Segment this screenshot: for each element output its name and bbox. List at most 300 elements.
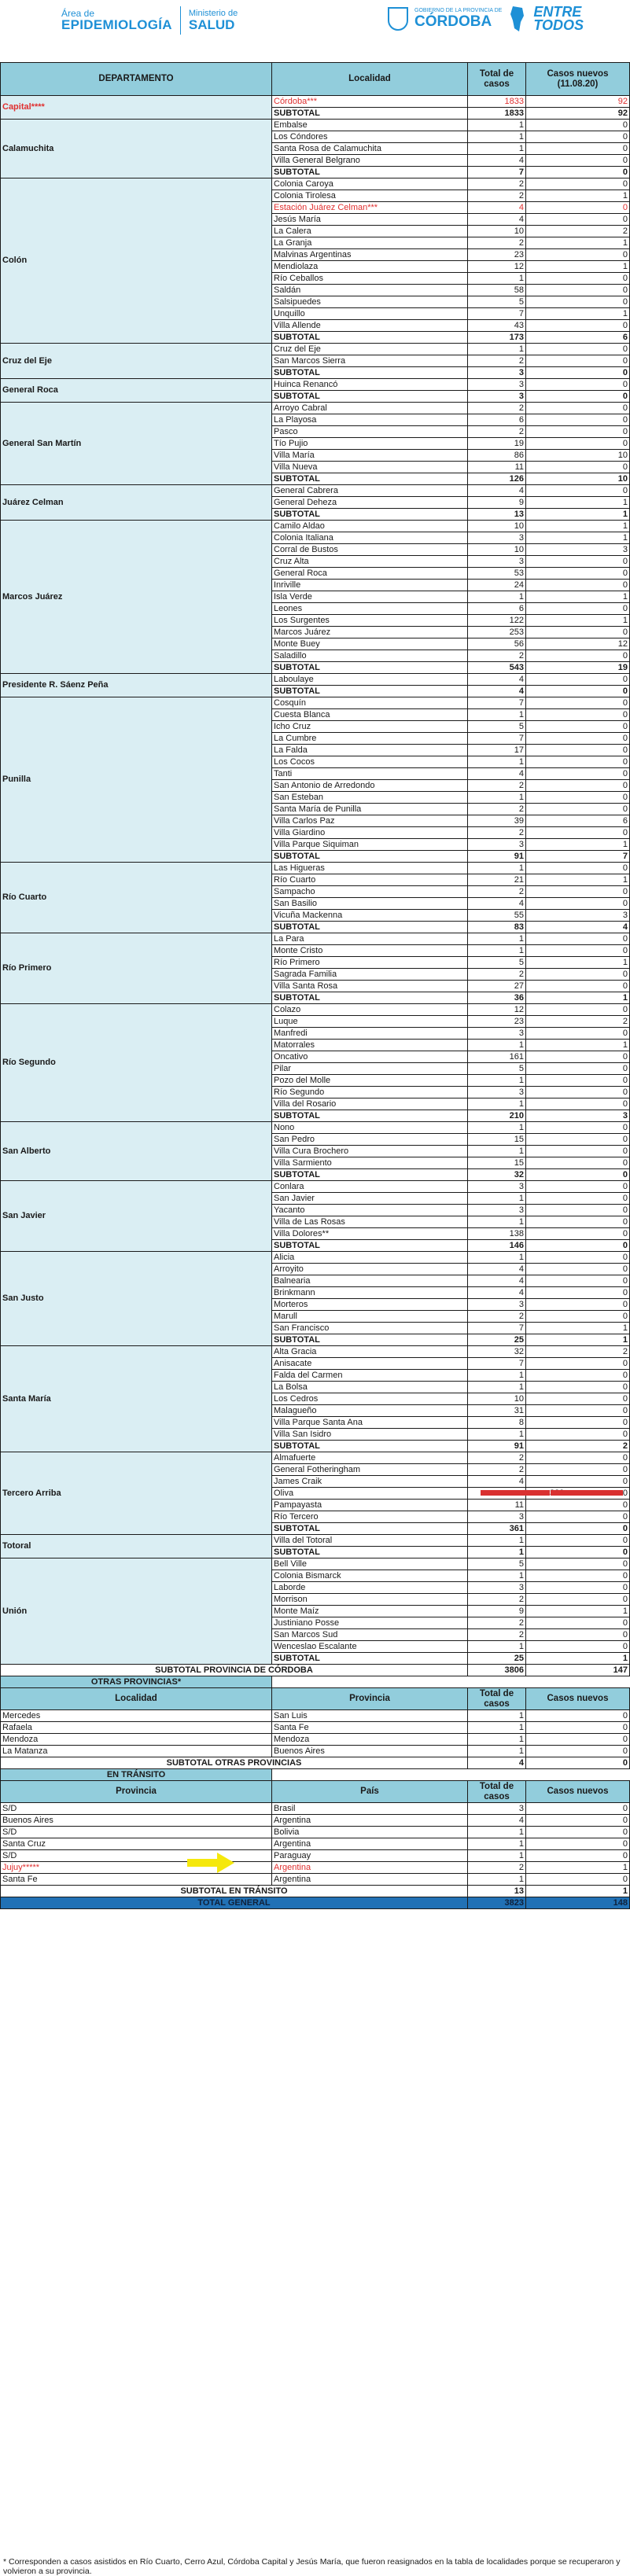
row-place: Mendoza [1, 1734, 272, 1746]
locality-name: Falda del Carmen [272, 1370, 468, 1382]
department-name: General Roca [1, 379, 272, 403]
new-cases: 0 [526, 1358, 630, 1370]
total-cases: 43 [468, 320, 526, 332]
new-cases: 0 [526, 1181, 630, 1193]
subtotal-new: 0 [526, 1169, 630, 1181]
new-cases: 0 [526, 1122, 630, 1134]
locality-name: Sagrada Familia [272, 969, 468, 981]
new-cases: 3 [526, 910, 630, 922]
row-place: S/D [1, 1827, 272, 1838]
locality-name: Las Higueras [272, 863, 468, 874]
locality-name: Embalse [272, 120, 468, 131]
total-cases: 1 [468, 1040, 526, 1051]
department-name: Unión [1, 1558, 272, 1665]
locality-name: San Antonio de Arredondo [272, 780, 468, 792]
section-subtotal-row [1, 1886, 630, 1897]
total-cases: 1 [468, 1370, 526, 1382]
total-cases: 1 [468, 792, 526, 804]
total-cases: 19 [468, 438, 526, 450]
total-cases: 56 [468, 638, 526, 650]
new-cases: 0 [526, 650, 630, 662]
locality-name: Laborde [272, 1582, 468, 1594]
total-cases: 3 [468, 1028, 526, 1040]
total-cases: 2 [468, 1629, 526, 1641]
subtotal-new: 1 [526, 1334, 630, 1346]
subtotal-new: 0 [526, 686, 630, 697]
row-total: 4 [468, 1815, 526, 1827]
locality-name: Río Ceballos [272, 273, 468, 285]
new-cases: 2 [526, 1346, 630, 1358]
cases-table [0, 62, 630, 1909]
total-cases: 1 [468, 591, 526, 603]
locality-name: Isla Verde [272, 591, 468, 603]
col-header-total: Total de casos [468, 63, 526, 96]
total-cases: 161 [468, 1051, 526, 1063]
new-cases: 0 [526, 426, 630, 438]
new-cases: 0 [526, 403, 630, 414]
department-name: Río Segundo [1, 1004, 272, 1122]
province-map-icon [508, 5, 527, 33]
total-cases: 3 [468, 556, 526, 568]
row-total: 1 [468, 1734, 526, 1746]
section-subtotal-label: SUBTOTAL EN TRÁNSITO [1, 1886, 468, 1897]
new-cases: 1 [526, 1606, 630, 1617]
row-region: Buenos Aires [272, 1746, 468, 1757]
total-cases: 2 [468, 804, 526, 815]
total-cases: 2 [468, 190, 526, 202]
new-cases: 0 [526, 155, 630, 167]
table-row [1, 697, 630, 709]
new-cases: 0 [526, 1146, 630, 1157]
table-row [1, 1252, 630, 1264]
new-cases: 0 [526, 1464, 630, 1476]
highlight-arrow-icon [187, 1853, 234, 1873]
total-cases: 5 [468, 721, 526, 733]
locality-name: Jesús María [272, 214, 468, 226]
new-cases: 0 [526, 1252, 630, 1264]
subtotal-new: 3 [526, 1110, 630, 1122]
locality-name: La Playosa [272, 414, 468, 426]
table-row [1, 403, 630, 414]
total-cases: 122 [468, 615, 526, 627]
locality-name: Los Surgentes [272, 615, 468, 627]
locality-name: James Craik [272, 1476, 468, 1488]
section-col-2: Provincia [272, 1688, 468, 1710]
locality-name: San Esteban [272, 792, 468, 804]
total-cases: 4 [468, 202, 526, 214]
locality-name: General Roca [272, 568, 468, 580]
total-row [1, 1897, 630, 1909]
locality-name: Justiniano Posse [272, 1617, 468, 1629]
locality-name: Conlara [272, 1181, 468, 1193]
redaction-bar [481, 1490, 550, 1496]
locality-name: Balnearia [272, 1275, 468, 1287]
total-cases: 9 [468, 497, 526, 509]
new-cases: 1 [526, 308, 630, 320]
subtotal-total: 36 [468, 992, 526, 1004]
total-cases: 1 [468, 273, 526, 285]
locality-name: Huinca Renancó [272, 379, 468, 391]
total-cases: 5 [468, 957, 526, 969]
total-cases: 3 [468, 1087, 526, 1098]
subtotal-label: SUBTOTAL [272, 1523, 468, 1535]
page-header [0, 0, 629, 55]
new-cases: 0 [526, 1264, 630, 1275]
row-region: Bolivia [272, 1827, 468, 1838]
total-cases: 1 [468, 1641, 526, 1653]
new-cases: 0 [526, 379, 630, 391]
table-header-row [1, 63, 630, 96]
department-name: Punilla [1, 697, 272, 863]
total-cases: 1 [468, 1146, 526, 1157]
total-cases: 1 [468, 120, 526, 131]
locality-name: Cruz Alta [272, 556, 468, 568]
subtotal-label: SUBTOTAL [272, 992, 468, 1004]
subtotal-label: SUBTOTAL [272, 391, 468, 403]
row-new: 0 [526, 1734, 630, 1746]
locality-name: Almafuerte [272, 1452, 468, 1464]
total-cases: 1 [468, 933, 526, 945]
row-place: Rafaela [1, 1722, 272, 1734]
locality-name: La Cumbre [272, 733, 468, 745]
locality-name: Santa Rosa de Calamuchita [272, 143, 468, 155]
row-region: Argentina [272, 1874, 468, 1886]
ministry-logo [189, 9, 238, 32]
locality-name: Villa Santa Rosa [272, 981, 468, 992]
subtotal-total: 13 [468, 509, 526, 521]
new-cases: 1 [526, 261, 630, 273]
new-cases: 0 [526, 1594, 630, 1606]
new-cases: 0 [526, 1558, 630, 1570]
table-row [1, 1874, 630, 1886]
new-cases: 0 [526, 981, 630, 992]
row-new: 0 [526, 1827, 630, 1838]
total-cases: 1 [468, 1193, 526, 1205]
new-cases: 0 [526, 709, 630, 721]
total-cases: 3 [468, 1181, 526, 1193]
locality-name: La Calera [272, 226, 468, 237]
total-cases: 12 [468, 1004, 526, 1016]
new-cases: 10 [526, 450, 630, 462]
locality-name: Marull [272, 1311, 468, 1323]
total-cases: 3 [468, 532, 526, 544]
locality-name: Villa del Rosario [272, 1098, 468, 1110]
new-cases: 0 [526, 285, 630, 296]
total-cases: 4 [468, 214, 526, 226]
table-row [1, 1722, 630, 1734]
section-title-row [1, 1676, 630, 1688]
department-name: Calamuchita [1, 120, 272, 178]
new-cases: 0 [526, 1500, 630, 1511]
new-cases: 0 [526, 1087, 630, 1098]
subtotal-total: 210 [468, 1110, 526, 1122]
total-cases: 1 [468, 863, 526, 874]
new-cases: 0 [526, 603, 630, 615]
total-cases: 1 [468, 1429, 526, 1441]
subtotal-total: 91 [468, 851, 526, 863]
new-cases: 1 [526, 521, 630, 532]
new-cases: 0 [526, 1641, 630, 1653]
locality-name: Córdoba*** [272, 96, 468, 108]
new-cases: 0 [526, 1004, 630, 1016]
table-row [1, 1803, 630, 1815]
locality-name: Villa Cura Brochero [272, 1146, 468, 1157]
col-header-new: Casos nuevos (11.08.20) [526, 63, 630, 96]
new-cases: 0 [526, 214, 630, 226]
row-place: S/D [1, 1803, 272, 1815]
total-cases: 4 [468, 1476, 526, 1488]
total-cases: 27 [468, 981, 526, 992]
locality-name: Cruz del Eje [272, 344, 468, 355]
total-cases: 2 [468, 1452, 526, 1464]
locality-name: Colonia Caroya [272, 178, 468, 190]
total-cases: 4 [468, 1275, 526, 1287]
et-line1: ENTRE [533, 4, 582, 20]
redaction-bar [551, 1490, 623, 1496]
row-total: 1 [468, 1874, 526, 1886]
department-name: Cruz del Eje [1, 344, 272, 379]
new-cases: 0 [526, 1275, 630, 1287]
row-region: Argentina [272, 1862, 468, 1874]
min-main: SALUD [188, 17, 235, 32]
locality-name: Villa Sarmiento [272, 1157, 468, 1169]
subtotal-new: 1 [526, 1653, 630, 1665]
total-cases: 10 [468, 226, 526, 237]
department-name: Tercero Arriba [1, 1452, 272, 1535]
locality-name: Estación Juárez Celman*** [272, 202, 468, 214]
total-cases: 7 [468, 1323, 526, 1334]
new-cases: 0 [526, 249, 630, 261]
row-new: 0 [526, 1746, 630, 1757]
new-cases: 0 [526, 721, 630, 733]
total-cases: 24 [468, 580, 526, 591]
total-cases-value: 3823 [468, 1897, 526, 1909]
new-cases: 0 [526, 780, 630, 792]
subtotal-total: 4 [468, 686, 526, 697]
total-cases: 4 [468, 1264, 526, 1275]
ministry-logos [61, 6, 238, 35]
new-cases: 0 [526, 768, 630, 780]
subtotal-new: 6 [526, 332, 630, 344]
row-place: Jujuy***** [1, 1862, 272, 1874]
subtotal-label: SUBTOTAL [272, 1169, 468, 1181]
subtotal-label: SUBTOTAL [272, 1547, 468, 1558]
locality-name: Luque [272, 1016, 468, 1028]
total-cases: 2 [468, 237, 526, 249]
subtotal-total: 146 [468, 1240, 526, 1252]
subtotal-label: SUBTOTAL [272, 662, 468, 674]
section-col-new: Casos nuevos [526, 1688, 630, 1710]
total-cases: 2 [468, 650, 526, 662]
entre-todos-logo [533, 6, 584, 32]
new-cases: 0 [526, 1429, 630, 1441]
subtotal-new: 92 [526, 108, 630, 120]
subtotal-province-row [1, 1665, 630, 1676]
locality-name: Oliva [272, 1488, 468, 1500]
table-row [1, 1181, 630, 1193]
government-logos [388, 5, 584, 33]
new-cases: 6 [526, 815, 630, 827]
locality-name: Vicuña Mackenna [272, 910, 468, 922]
total-cases: 4 [468, 485, 526, 497]
new-cases: 0 [526, 1075, 630, 1087]
department-name: Capital**** [1, 96, 272, 120]
total-cases: 4 [468, 768, 526, 780]
table-row [1, 1746, 630, 1757]
new-cases: 0 [526, 202, 630, 214]
total-cases: 1 [468, 709, 526, 721]
total-cases: 1833 [468, 96, 526, 108]
table-row [1, 1827, 630, 1838]
row-new: 0 [526, 1722, 630, 1734]
subtotal-label: SUBTOTAL [272, 473, 468, 485]
row-new: 1 [526, 1862, 630, 1874]
subtotal-new: 0 [526, 167, 630, 178]
subtotal-total: 126 [468, 473, 526, 485]
min-top: Ministerio de [188, 9, 238, 18]
new-cases: 0 [526, 414, 630, 426]
total-cases: 2 [468, 827, 526, 839]
department-name: Presidente R. Sáenz Peña [1, 674, 272, 697]
new-cases: 0 [526, 1617, 630, 1629]
new-cases: 1 [526, 874, 630, 886]
row-new: 0 [526, 1838, 630, 1850]
total-cases: 2 [468, 886, 526, 898]
row-place: Santa Cruz [1, 1838, 272, 1850]
locality-name: Nono [272, 1122, 468, 1134]
new-cases: 0 [526, 462, 630, 473]
total-cases: 8 [468, 1417, 526, 1429]
locality-name: San Pedro [272, 1134, 468, 1146]
locality-name: La Granja [272, 237, 468, 249]
locality-name: Monte Buey [272, 638, 468, 650]
new-cases: 1 [526, 591, 630, 603]
subtotal-label: SUBTOTAL [272, 1653, 468, 1665]
locality-name: San Marcos Sud [272, 1629, 468, 1641]
subtotal-total: 91 [468, 1441, 526, 1452]
total-label: TOTAL GENERAL [1, 1897, 468, 1909]
table-row [1, 1862, 630, 1874]
new-cases: 0 [526, 273, 630, 285]
table-row [1, 485, 630, 497]
new-cases: 0 [526, 898, 630, 910]
total-cases: 7 [468, 1358, 526, 1370]
new-cases: 2 [526, 226, 630, 237]
section-col-1: Localidad [1, 1688, 272, 1710]
gov-top: GOBIERNO DE LA PROVINCIA DE [414, 8, 503, 13]
total-cases: 53 [468, 568, 526, 580]
row-place: Buenos Aires [1, 1815, 272, 1827]
total-cases: 2 [468, 1617, 526, 1629]
locality-name: Anisacate [272, 1358, 468, 1370]
locality-name: Pasco [272, 426, 468, 438]
total-cases: 4 [468, 898, 526, 910]
subtotal-total: 3 [468, 367, 526, 379]
locality-name: Matorrales [272, 1040, 468, 1051]
locality-name: Río Cuarto [272, 874, 468, 886]
total-cases: 2 [468, 355, 526, 367]
new-cases: 12 [526, 638, 630, 650]
new-cases: 0 [526, 556, 630, 568]
total-cases: 2 [468, 1311, 526, 1323]
locality-name: Villa Parque Siquiman [272, 839, 468, 851]
footnote: * Corresponden a casos asistidos en Río Cuarto, Cerro Azul, Córdoba Capital y Jesús María, que fueron reasignados en la tabla de localidades porque se recuperaron y volvieron a su provincia. [3, 2557, 621, 2576]
subtotal-total: 1833 [468, 108, 526, 120]
subtotal-new: 0 [526, 367, 630, 379]
total-cases: 3 [468, 1582, 526, 1594]
new-cases: 0 [526, 1393, 630, 1405]
locality-name: Colonia Bismarck [272, 1570, 468, 1582]
row-place: Mercedes [1, 1710, 272, 1722]
gov-main: CÓRDOBA [414, 13, 492, 30]
total-cases: 2 [468, 1594, 526, 1606]
subtotal-new: 0 [526, 1523, 630, 1535]
row-new: 0 [526, 1850, 630, 1862]
new-cases: 1 [526, 237, 630, 249]
subtotal-province-total: 3806 [468, 1665, 526, 1676]
locality-name: Pilar [272, 1063, 468, 1075]
total-cases: 86 [468, 450, 526, 462]
total-cases: 9 [468, 1606, 526, 1617]
epi-top: Área de [61, 8, 95, 19]
locality-name: Villa Allende [272, 320, 468, 332]
subtotal-label: SUBTOTAL [272, 1441, 468, 1452]
subtotal-label: SUBTOTAL [272, 509, 468, 521]
row-region: Argentina [272, 1838, 468, 1850]
total-cases: 10 [468, 544, 526, 556]
new-cases: 0 [526, 1287, 630, 1299]
subtotal-new: 7 [526, 851, 630, 863]
locality-name: Malagueño [272, 1405, 468, 1417]
row-total: 1 [468, 1838, 526, 1850]
section-subtotal-label: SUBTOTAL OTRAS PROVINCIAS [1, 1757, 468, 1769]
total-cases: 4 [468, 155, 526, 167]
row-region: Santa Fe [272, 1722, 468, 1734]
et-line2: TODOS [533, 17, 584, 33]
locality-name: Manfredi [272, 1028, 468, 1040]
total-cases: 5 [468, 1558, 526, 1570]
department-name: San Javier [1, 1181, 272, 1252]
row-region: Paraguay [272, 1850, 468, 1862]
new-cases: 0 [526, 933, 630, 945]
epi-main: EPIDEMIOLOGÍA [61, 17, 172, 32]
new-cases: 0 [526, 580, 630, 591]
new-cases: 0 [526, 627, 630, 638]
total-cases: 10 [468, 521, 526, 532]
new-cases: 0 [526, 674, 630, 686]
table-row [1, 379, 630, 391]
section-subtotal-total: 13 [468, 1886, 526, 1897]
locality-name: Icho Cruz [272, 721, 468, 733]
new-cases: 0 [526, 1452, 630, 1464]
new-cases: 1 [526, 1040, 630, 1051]
total-cases: 1 [468, 1075, 526, 1087]
total-cases: 1 [468, 1216, 526, 1228]
row-new: 0 [526, 1803, 630, 1815]
col-header-department: DEPARTAMENTO [1, 63, 272, 96]
subtotal-new: 0 [526, 1547, 630, 1558]
locality-name: Monte Cristo [272, 945, 468, 957]
department-name: Santa María [1, 1346, 272, 1452]
section-subtotal-new: 0 [526, 1757, 630, 1769]
table-row [1, 1838, 630, 1850]
subtotal-label: SUBTOTAL [272, 922, 468, 933]
new-cases: 0 [526, 886, 630, 898]
locality-name: Alicia [272, 1252, 468, 1264]
subtotal-new: 0 [526, 1240, 630, 1252]
subtotal-new: 0 [526, 391, 630, 403]
new-cases: 0 [526, 1205, 630, 1216]
